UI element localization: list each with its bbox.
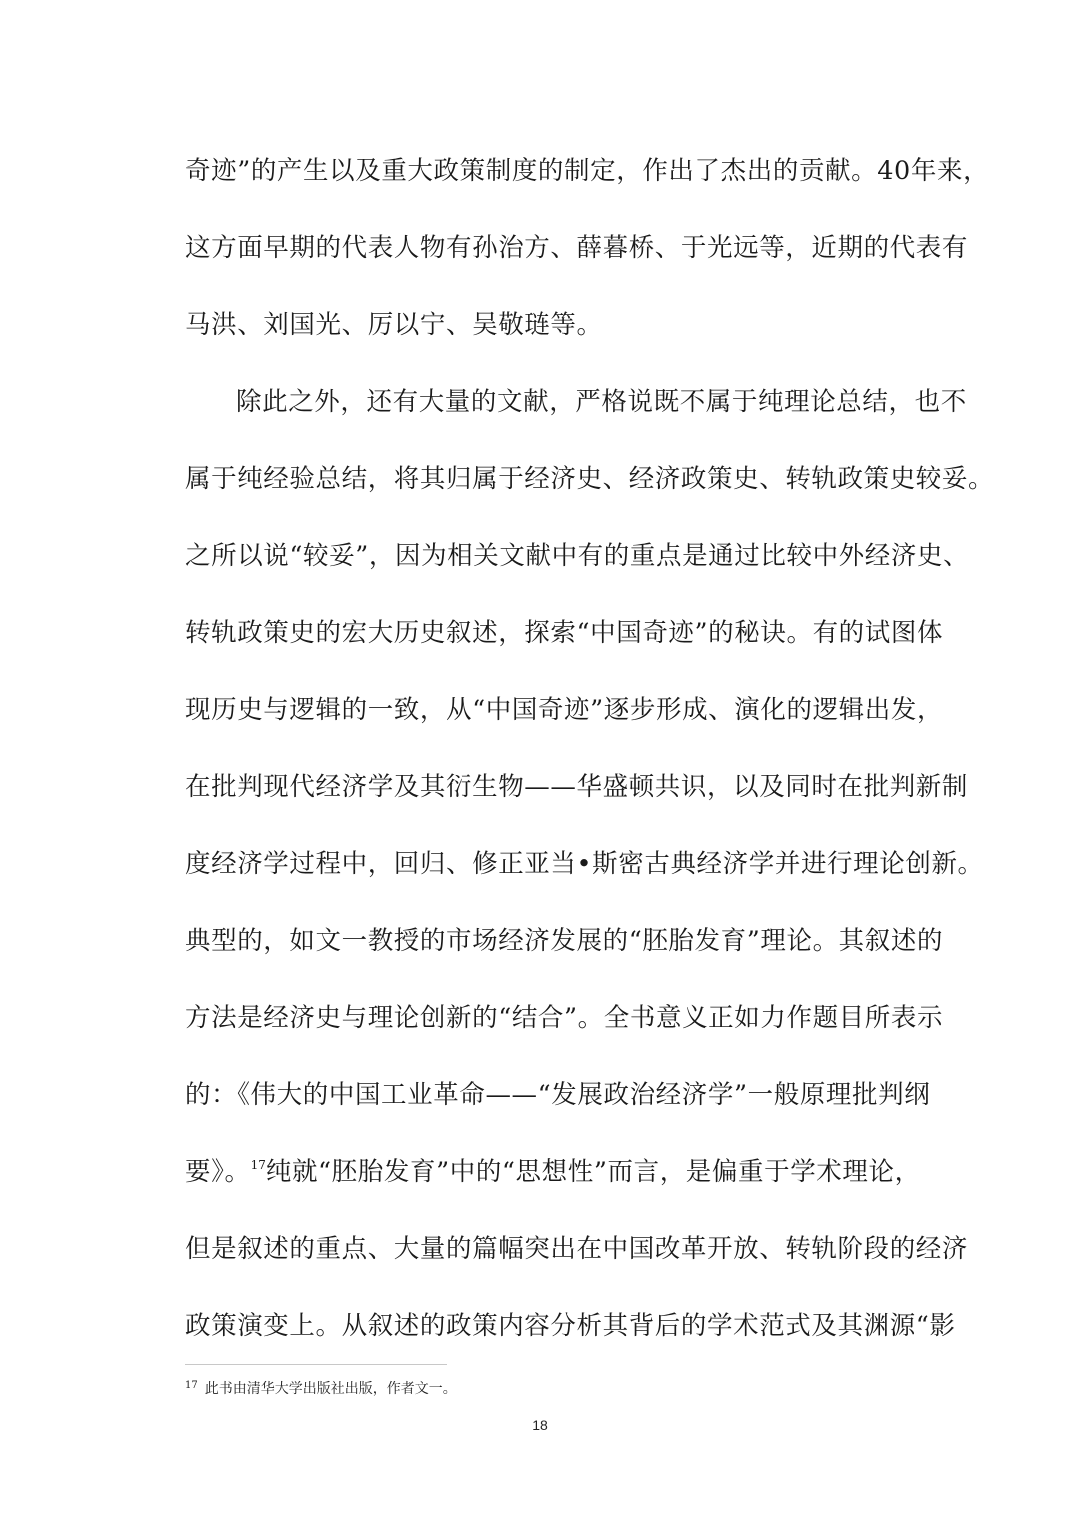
footnote-mark: 17 [185,1380,198,1391]
text-line: 奇迹”的产生以及重大政策制度的制定，作出了杰出的贡献。40年来， [185,156,990,186]
text-line: 的：《伟大的中国工业革命——“发展政治经济学”一般原理批判纲 [185,1080,931,1110]
text-line: 现历史与逻辑的一致，从“中国奇迹”逐步形成、演化的逻辑出发， [185,695,944,725]
text-line: 典型的，如文一教授的市场经济发展的“胚胎发育”理论。其叙述的 [185,926,944,956]
text-line: 政策演变上。从叙述的政策内容分析其背后的学术范式及其渊源“影 [185,1311,956,1341]
text-line: 转轨政策史的宏大历史叙述，探索“中国奇迹”的秘诀。有的试图体 [185,618,944,648]
text-line: 属于纯经验总结，将其归属于经济史、经济政策史、转轨政策史较妥。 [185,464,995,494]
footnote-reference[interactable]: 17 [250,1158,266,1172]
paragraph-first-line: 除此之外，还有大量的文献，严格说既不属于纯理论总结，也不 [236,387,967,417]
text-line-with-footnote-ref [185,1146,921,1223]
text-line: 之所以说“较妥”，因为相关文献中有的重点是通过比较中外经济史、 [185,541,970,571]
text-segment: 纯就“胚胎发育”中的“思想性”而言，是偏重于学术理论， [265,1157,921,1187]
footnote [185,1375,457,1400]
text-line: 方法是经济史与理论创新的“结合”。全书意义正如力作题目所表示 [185,1003,944,1033]
text-line: 度经济学过程中，回归、修正亚当•斯密古典经济学并进行理论创新。 [185,849,984,879]
text-line: 但是叙述的重点、大量的篇幅突出在中国改革开放、转轨阶段的经济 [185,1234,969,1264]
footnote-divider [185,1364,447,1365]
body-text [185,145,995,1377]
text-line: 在批判现代经济学及其衍生物——华盛顿共识，以及同时在批判新制 [185,772,969,802]
page-number: 18 [532,1417,548,1433]
text-line: 这方面早期的代表人物有孙治方、薛暮桥、于光远等，近期的代表有 [185,233,969,263]
text-segment: 要》。 [185,1157,251,1187]
footnote-text: 此书由清华大学出版社出版，作者文一。 [204,1381,457,1397]
text-line: 马洪、刘国光、厉以宁、吴敬琏等。 [185,310,603,340]
